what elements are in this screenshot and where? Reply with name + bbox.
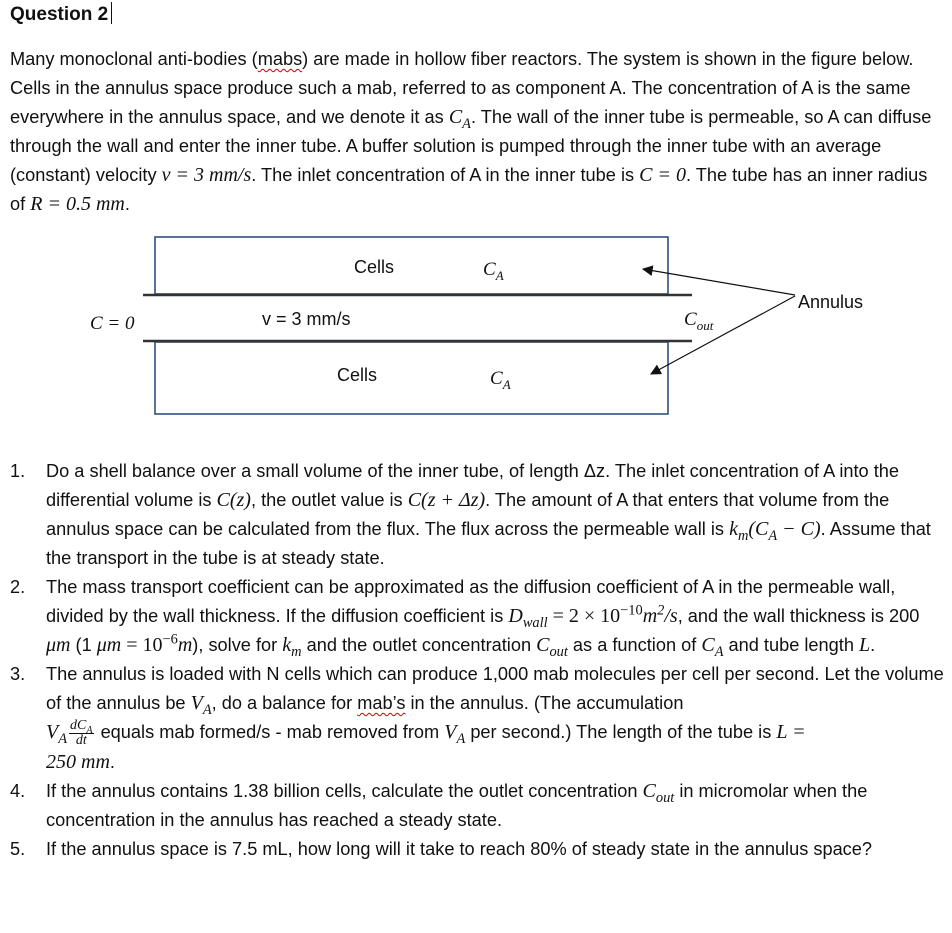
math-velocity: v = 3 mm/s [161, 164, 252, 186]
ca-label-top: $C_A$ [483, 259, 504, 283]
question-title: Question 2 [10, 2, 112, 26]
question-item-5: 5. If the annulus space is 7.5 mL, how long will it take to reach 80% of steady state in the annulus space? [10, 838, 873, 859]
annulus-bottom-box [155, 342, 668, 414]
spell-flag-mabs-plural: mab’s [357, 693, 406, 713]
math-ca: $C_A$ [448, 106, 471, 132]
math-radius: R = 0.5 mm [30, 193, 125, 215]
reactor-diagram [0, 228, 952, 423]
ca-label-bottom: $C_A$ [490, 368, 511, 392]
cells-label-bottom: Cells [337, 365, 378, 385]
text-cursor [111, 2, 112, 24]
cells-label-top: Cells [354, 257, 395, 277]
annulus-pointer-bottom [651, 296, 795, 374]
spell-flag-mabs: mabs [257, 49, 303, 69]
math-inlet: C = 0 [639, 164, 686, 186]
question-list [10, 457, 945, 864]
annulus-label: Annulus [798, 292, 864, 312]
question-item-4: 4. If the annulus contains 1.38 billion cells, calculate the outlet concentration $C_{out}$ in micromolar when the concentration in the annulus has reached a steady state. [10, 779, 868, 830]
annulus-top-box [155, 237, 668, 294]
velocity-label: v = 3 mm/s [262, 309, 351, 329]
derivative-fraction: $\frac{dC_A}{dt}$ [70, 717, 93, 748]
question-item-1: 1. Do a shell balance over a small volume of the inner tube, of length Δz. The inlet concentration of A into the differential volume is C(z), the outlet value is C(z + Δz). The amount of A that enters that volume from the annulus space can be calculated from the flux. The flux across the permeable wall is $k_m(C_A - C)$. Assume that the transport in the tube is at steady state. [10, 461, 931, 568]
cout-label: $C_{out}$ [684, 309, 714, 333]
annulus-pointer-top [643, 269, 795, 295]
question-item-2: 2. The mass transport coefficient can be approximated as the diffusion coefficient of A in the permeable wall, divided by the wall thickness. If the diffusion coefficient is $D_{wall} = 2 \times 10^{-10}m^2/s$, and the wall thickness is 200 μm (1 $\mu m = 10^{-6}m$), solve for $k_m$ and the outlet concentration $C_{out}$ as a function of $C_A$ and tube length L. [10, 577, 920, 660]
intro-paragraph: Many monoclonal anti-bodies (mabs) are made in hollow fiber reactors. The system is shown in the figure below. Cells in the annulus space produce such a mab, referred to as component A. The concentration of A is the same everywhere in the annulus space, and we denote it as $C_A$. The wall of the inner tube is permeable, so A can diffuse through the wall and enter the inner tube. A buffer solution is pumped through the inner tube with an average (constant) velocity v = 3 mm/s. The inlet concentration of A in the inner tube is C = 0. The tube has an inner radius of R = 0.5 mm. [10, 49, 932, 215]
question-item-3: 3. The annulus is loaded with N cells which can produce 1,000 mab molecules per cell per second. Let the volume of the annulus be $V_A$, do a balance for mab’s in the annulus. (The accumulation $V_A$ $\frac{dC_A}{dt}$ equals mab formed/s - mab removed from $V_A$ per second.) The length of the tube is L = 250 mm. [10, 664, 944, 773]
inlet-label: C = 0 [90, 313, 135, 334]
